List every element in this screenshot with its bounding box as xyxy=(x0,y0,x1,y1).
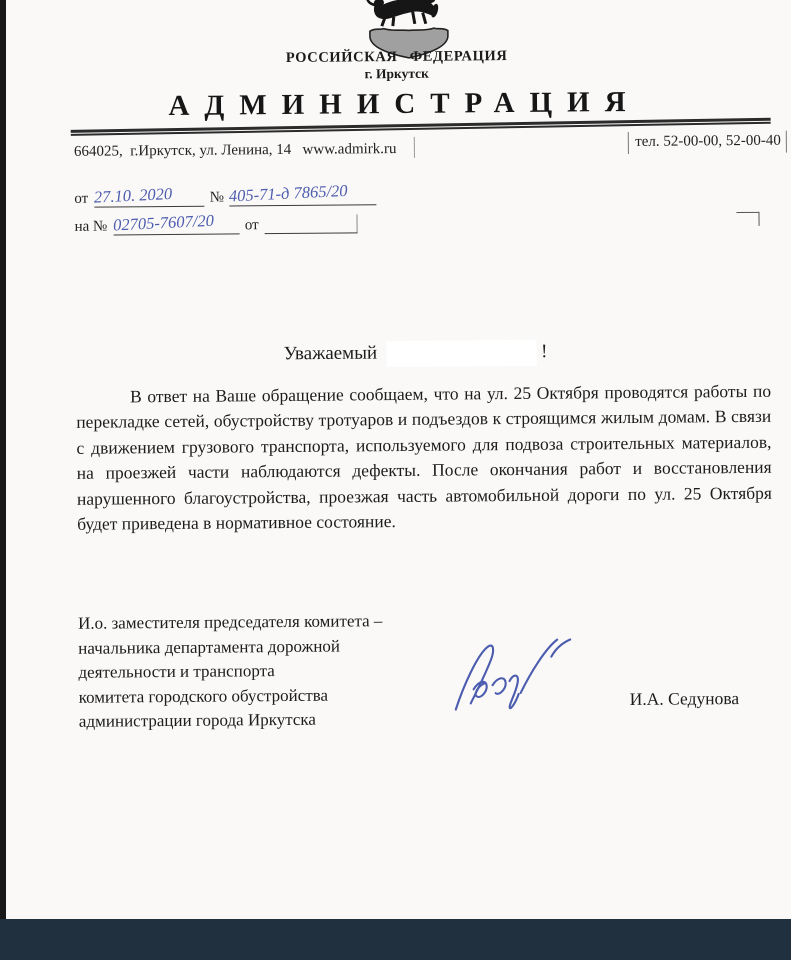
salutation-greeting: Уважаемый xyxy=(283,342,378,365)
handwritten-signature-icon xyxy=(447,634,580,723)
signer-position-line: начальника департамента дорожной xyxy=(78,636,341,658)
salutation-line xyxy=(284,340,548,368)
signer-position-block xyxy=(78,609,383,735)
signer-position-line: деятельности и транспорта xyxy=(78,661,275,682)
letterhead-phone: тел. 52-00-00, 52-00-40 xyxy=(628,131,787,154)
incoming-number-label: на № xyxy=(74,218,108,235)
address-divider-tick xyxy=(414,137,415,158)
handwritten-date: 27.10. 2020 xyxy=(93,183,173,207)
letterhead-address: 664025, г.Иркутск, ул. Ленина, 14 www.admirk.ru xyxy=(73,141,397,160)
outgoing-number-field xyxy=(228,180,377,206)
incoming-date-field xyxy=(264,214,357,234)
letter-body-paragraph: В ответ на Ваше обращение сообщаем, что на ул. 25 Октября проводятся работы по перекладке сетей, обустройству тротуаров и подъездов к строящимся жилым домам. В связи с движением грузового транспорта, используемого для подвоза строительных материалов, на проезжей части наблюдаются дефекты. После окончания работ и восстановления нарушенного благоустройства, проезжая часть автомобильной дороги по ул. 25 Октября будет приведена в нормативное состояние. xyxy=(76,380,772,534)
signer-position-line: администрации города Иркутска xyxy=(78,710,317,732)
handwritten-incoming-number: 02705-7607/20 xyxy=(112,210,214,235)
outgoing-date-field xyxy=(93,183,204,208)
letterhead-country: РОССИЙСКАЯ ФЕДЕРАЦИЯ xyxy=(285,48,508,66)
handwritten-number: 405-71-д 7865/20 xyxy=(228,180,349,206)
incoming-number-field xyxy=(112,210,239,235)
letter-content xyxy=(4,0,791,919)
addressee-corner-mark xyxy=(736,212,759,226)
reference-line-incoming xyxy=(74,210,359,235)
outgoing-date-label: от xyxy=(74,190,89,207)
salutation-exclamation: ! xyxy=(540,341,548,363)
signer-position-line: комитета городского обустройства xyxy=(78,685,329,707)
signer-position-line: И.о. заместителя председателя комитета – xyxy=(77,611,383,633)
reference-line-outgoing xyxy=(74,180,379,208)
outgoing-number-label: № xyxy=(209,189,225,206)
incoming-date-label: от xyxy=(244,217,259,234)
letterhead-city: г. Иркутск xyxy=(364,65,429,82)
letterhead-org-title: АДМИНИСТРАЦИЯ xyxy=(168,85,641,123)
signer-name: И.А. Седунова xyxy=(629,688,740,709)
redacted-name-area xyxy=(387,340,537,367)
